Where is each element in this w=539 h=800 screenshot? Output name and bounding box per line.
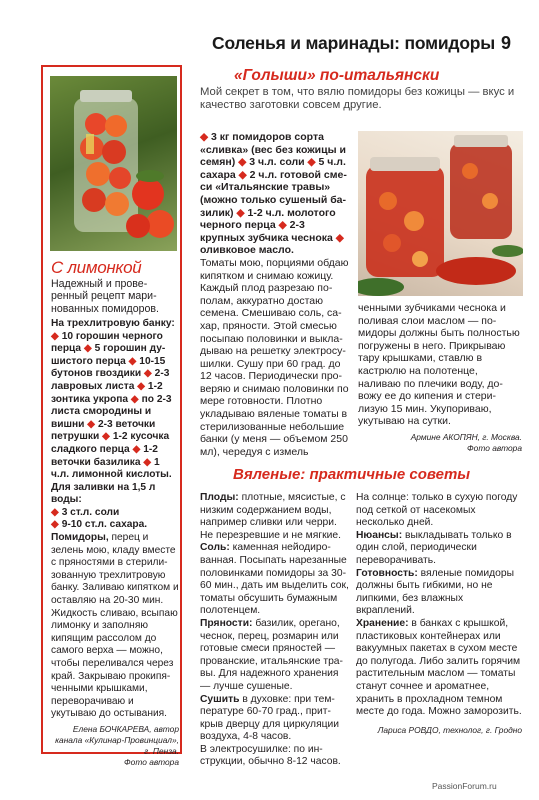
ingredient-item: 3 ч.л. соли: [249, 156, 305, 169]
article-title-dried: Вяленые: практичные советы: [233, 466, 471, 483]
fill-list: ◆ 3 ст.л. соли ◆ 9-10 ст.л. сахара.: [51, 506, 148, 531]
tip-item: Хранение: в банках с крышкой, пластиковых контейнерах или вакуумных пакетах в сухом месте до полугода. Либо залить горячим растительным маслом — томаты станут сочнее и ароматнее, хранить в прохладном темном месте до года. Можно заморозить.: [356, 617, 522, 718]
recipe-title: С лимонкой: [51, 258, 142, 277]
ingredient-item: 1-2 ч.л. молотого черного перца: [200, 206, 336, 232]
ingredient-item: 2-3 крупных зубчика чеснока: [200, 219, 333, 244]
watermark-site: PassionForum.ru: [432, 781, 497, 791]
tip-item: Плоды: плотные, мясистые, с низким содержанием воды, например сливки или черри. Не перезревшие и не мягкие.: [200, 492, 346, 541]
for-fill-label: Для заливки на 1,5 л воды:: [51, 481, 156, 506]
tomato-jar-illustration: [50, 76, 177, 251]
photo-credit: Фото автора: [124, 756, 179, 767]
article-title-golyshi: [234, 67, 439, 85]
page-number: 9: [501, 33, 511, 53]
ingredient-item: 2 ч.л. готовой смеси «Итальянские травы» (можно только сушеный базилик): [200, 168, 347, 219]
tip-item: Нюансы: выкладывать только в один слой, периодически переворачивать.: [356, 529, 512, 566]
golyshi-photo-credit: Фото автора: [467, 442, 522, 453]
method-lead: Помидоры,: [51, 532, 109, 544]
golyshi-method-part1: Томаты мою, порциями обдаю кипятком и снимаю кожицу. Каждый плод разрезаю пополам, аккуратно достаю семена. Смешиваю соль, сахар, пряности. Этой смесью посыпаю половинки и выкладываю на решетку электросушилки. Сушу при 60 град. до 12 часов. Периодически проверяю и снимаю половинки по мере готовности. Плотно укладываю вяленые томаты в стерилизованные небольшие банки (у меня — объемом 250 мл), чередуя с измель: [200, 256, 349, 458]
ingredient-item: 10 горошин черного перца: [51, 330, 163, 355]
recipe-lemon: [51, 258, 179, 768]
method-text: перец и зелень мою, кладу вместе с пряностями в стерилизованную трехлитровую банку. Заливаю кипятком и оставляю на 20-30 мин. Жидкость сливаю, всыпаю лимонку и заполняю кипящим рассолом до самого верха — можно, чтобы переливался через край. Закрываю прокипяченными крышками, переворачиваю и укутываю до остывания.: [51, 532, 179, 720]
dried-tomatoes-photo: [358, 131, 523, 296]
tip-item: Пряности: базилик, орегано, чеснок, перец, розмарин или готовые смеси пряностей — прованские, итальянские травы. Для надежного хранения — лучше сушеные.: [200, 617, 343, 692]
title-quoted: «Голыши»: [234, 67, 316, 84]
golyshi-method-part2: ченными зубчиками чеснока и поливая слои маслом — помидоры должны быть полностью погружены в него. Прикрываю тару крышками, ставлю в кастрюлю на полотенце, наливаю по плечики воду, довожу ее до кипения и стерилизую 15 мин. Укупориваю, укутываю на сутки.: [358, 302, 520, 428]
ingredient-item: 10-15 бутонов гвоздики: [51, 355, 166, 380]
ingredient-item: 1-2 зонтика укропа: [51, 380, 163, 405]
tip-item: В электросушилке: по инструкции, обычно 8-12 часов.: [200, 743, 341, 768]
section-title: Соленья и маринады: помидоры: [212, 33, 496, 53]
ingredient-item: 1 ч.л. лимонной кислоты.: [51, 456, 172, 481]
ingredient-item: 2-3 веточки петрушки: [51, 418, 156, 443]
for-jar-label: На трехлитровую банку:: [51, 317, 175, 329]
tips-column-2: [356, 492, 522, 736]
tips-author: Лариса РОВДО, технолог, г. Гродно: [377, 724, 522, 735]
golyshi-author: Армине АКОПЯН, г. Москва.: [410, 431, 522, 442]
ingredient-item: 5 горошин душистого перца: [51, 343, 166, 367]
tomato-jar-photo: [50, 76, 177, 251]
ingredient-item: оливковое масло.: [200, 244, 294, 257]
ingredient-item: 1-2 кусочка сладкого перца: [51, 431, 170, 455]
recipe-author: Елена БОЧКАРЕВА, автор канала «Кулинар-Провинциал», г. Пенза.: [55, 723, 179, 756]
fill-item: 9-10 ст.л. сахара.: [61, 519, 148, 531]
ingredient-list: ◆ 10 горошин черного перца ◆ 5 горошин душистого перца ◆ 10-15 бутонов гвоздики ◆ 2-3 лавровых листа ◆ 1-2 зонтика укропа ◆ по 2-3 листа смородины и вишни ◆ 2-3 веточки петрушки ◆ 1-2 кусочка сладкого перца ◆ 1-2 веточки базилика ◆ 1 ч.л. лимонной кислоты.: [51, 330, 172, 481]
section-header: [212, 33, 522, 54]
golyshi-column-2: [358, 302, 522, 454]
title-rest: по-итальянски: [319, 67, 440, 84]
tip-item: Соль: каменная нейодированная. Посыпать нарезанные половинками помидоры за 30-60 мин., дать им выделить сок, томаты обсушить бумажным полотенцем.: [200, 542, 349, 617]
tip-item: На солнце: только в сухую погоду под сеткой от насекомых несколько дней.: [356, 492, 518, 529]
tip-item: Готовность: вяленые помидоры должны быть гибкими, но не липкими, без влажных вкраплений.: [356, 567, 514, 617]
ingredient-item: 3 кг помидоров сорта «сливка» (вес без кожицы и семян): [200, 131, 346, 169]
ingredient-item: по 2-3 листа смородины и вишни: [51, 393, 172, 430]
dried-tomato-jars-illustration: [358, 131, 523, 296]
ingredient-item: 5 ч.л. сахара: [200, 156, 346, 181]
recipe-method: [51, 532, 179, 721]
ingredient-item: 1-2 веточки базилика: [51, 443, 158, 468]
ingredient-item: 2-3 лавровых листа: [51, 368, 170, 392]
tip-item: Сушить в духовке: при температуре 60-70 град., приткрыв дверцу для циркуляции воздуха, 4-8 часов.: [200, 693, 340, 743]
golyshi-column-1: [200, 131, 352, 458]
tips-column-1: [200, 492, 350, 769]
golyshi-ingredients: ◆ 3 кг помидоров сорта «сливка» (вес без кожицы и семян) ◆ 3 ч.л. соли ◆ 5 ч.л. сахара ◆ 2 ч.л. готовой смеси «Итальянские травы» (можно только сушеный базилик) ◆ 1-2 ч.л. молотого черного перца ◆ 2-3 крупных зубчика чеснока ◆ оливковое масло.: [200, 131, 347, 257]
recipe-intro: Надежный и проверенный рецепт маринованных помидоров.: [51, 277, 159, 316]
article-intro: Мой секрет в том, что вялю помидоры без кожицы — вкус и качество заготовки совсем другие.: [200, 86, 515, 112]
fill-item: 3 ст.л. соли: [61, 506, 120, 518]
